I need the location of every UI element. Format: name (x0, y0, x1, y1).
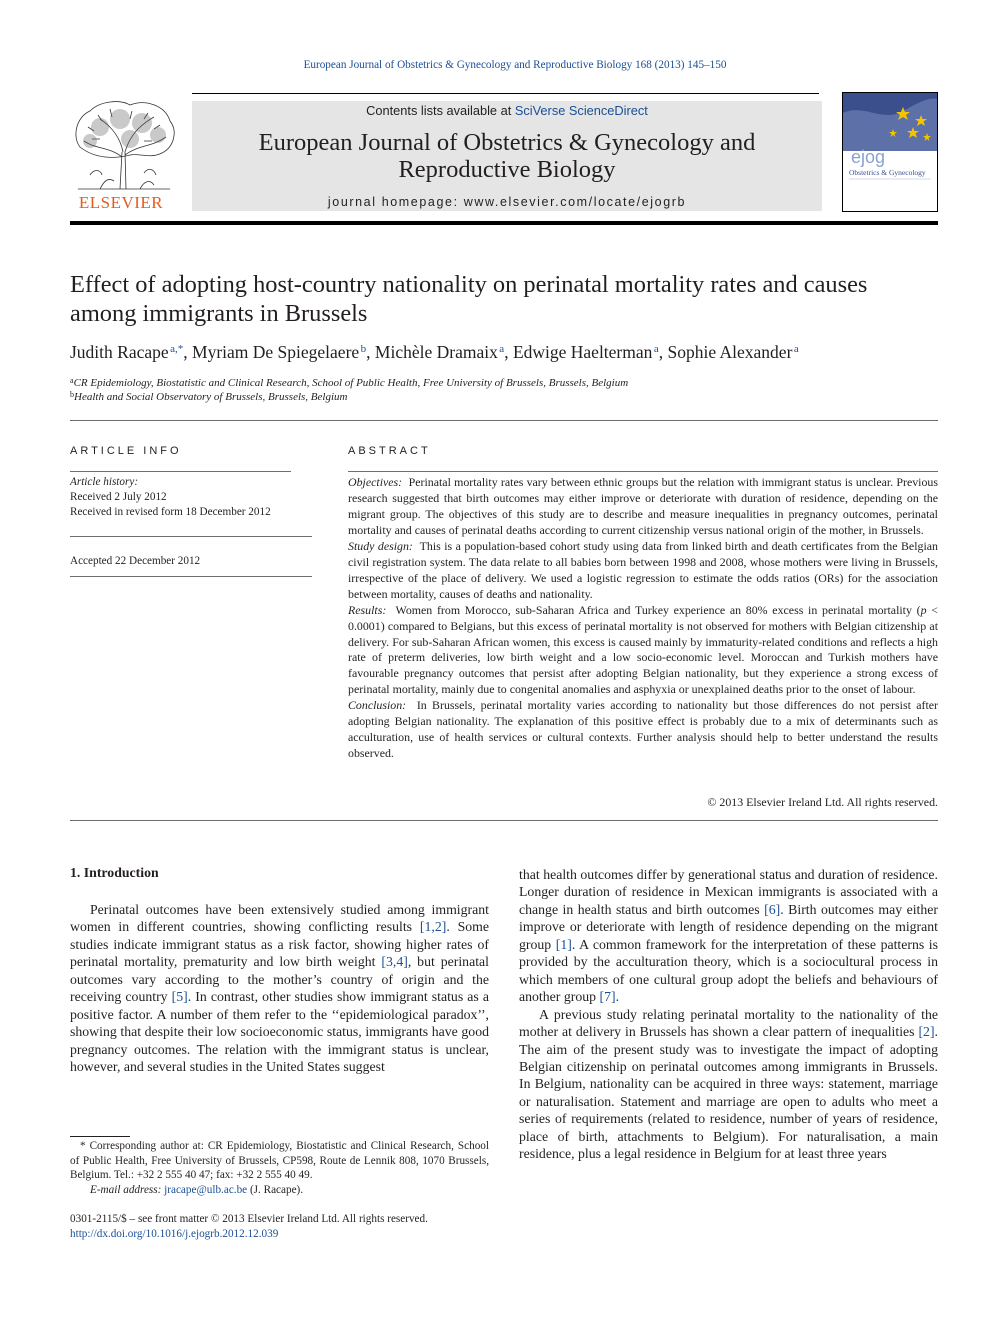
citation-link[interactable]: [3,4] (381, 954, 408, 970)
divider (70, 536, 312, 537)
divider (70, 420, 938, 421)
copyright-line: © 2013 Elsevier Ireland Ltd. All rights reserved. (707, 795, 938, 809)
footnote-email (70, 1183, 489, 1198)
affiliation-mark: a (70, 376, 74, 385)
article-title-line1: Effect of adopting host-country nationality on perinatal mortality rates and causes (70, 271, 868, 298)
paragraph-text: . Birth outcomes may either improve or deteriorate with length of residence depending on the migrant group (519, 901, 938, 952)
abstract-design (348, 539, 938, 603)
history-label: Article history: (70, 476, 139, 488)
affiliation-mark: b (70, 390, 74, 399)
header-top-rule (192, 93, 819, 94)
abstract-body (348, 475, 938, 762)
abstract-text: This is a population-based cohort study using data from linked birth and death certificates from the Belgian civil registration system. The data relate to all babies born between 1998 and 2008, whose mothers were living in Brussels, irrespective of the place of delivery. We used a logistic regression to estimate the odds ratios (ORs) for the association between mortality, causes of deaths and nationality. (348, 538, 938, 601)
abstract-text: Women from Morocco, sub-Saharan Africa and Turkey experience an 80% excess in perinatal mortality ( (395, 602, 921, 617)
abstract-text: In Brussels, perinatal mortality varies according to nationality but those differences do not persist after adopting Belgian nationality. The explanation of this positive effect is probably due to a mix of determinants such as acculturation, use of health services or cultural contexts. Further analysis should help to better understand the results observed. (348, 698, 938, 761)
author-name[interactable]: Sophie Alexander (667, 342, 793, 362)
divider (348, 471, 938, 472)
author-affiliation-mark[interactable]: a (653, 343, 659, 355)
corresponding-author-footnote (70, 1139, 489, 1197)
citation-link[interactable]: [6] (764, 901, 781, 917)
p-value-symbol: p (920, 602, 927, 617)
journal-title-line1: European Journal of Obstetrics & Gynecology and (258, 129, 756, 156)
author-affiliation-mark[interactable]: b (360, 343, 367, 355)
abstract-conclusion (348, 698, 938, 762)
sciencedirect-link[interactable]: SciVerse ScienceDirect (514, 103, 648, 118)
publication-meta (70, 1212, 428, 1242)
author-name[interactable]: Myriam De Spiegelaere (192, 342, 360, 362)
abstract-text: Perinatal mortality rates vary between ethnic groups but the relation with immigrant status is unclear. Previous research suggested that birth outcomes may either improve or deteriorate with duration of residence, depending on the migrant group. The objectives of this study are to describe and measure inequalities in pregnancy outcomes, perinatal mortality and causes of perinatal deaths according to current citizenship versus national origin of the mother, in Brussels. (348, 475, 939, 537)
journal-title-line2: Reproductive Biology (398, 156, 616, 183)
accepted-date: Accepted 22 December 2012 (70, 555, 201, 567)
paragraph-text: A previous study relating perinatal mortality to the nationality of the mother at delivery in Brussels has shown a clear pattern of inequalities (519, 1006, 938, 1040)
revised-date: Received in revised form 18 December 2012 (70, 506, 271, 518)
issn-line: 0301-2115/$ – see front matter © 2013 Elsevier Ireland Ltd. All rights reserved. (70, 1213, 428, 1225)
abstract-label: Objectives: (348, 475, 403, 489)
affiliation-text: CR Epidemiology, Biostatistic and Clinical Research, School of Public Health, Free University of Brussels, Brussels, Belgium (73, 377, 629, 389)
abstract-results (348, 603, 938, 699)
author-list: Judith Racape $^{a,*}$, Myriam De Spiegelaere $^b$, Michèle Dramaix $^a$, Edwige Haelterman $^a$, Sophie Alexander $^a$ (70, 342, 799, 362)
citation-link[interactable]: [5] (171, 989, 188, 1005)
abstract-objectives (348, 475, 938, 539)
divider (70, 471, 291, 472)
abstract-label: Study design: (348, 538, 413, 553)
citation-link[interactable]: [1] (555, 936, 572, 952)
paragraph (519, 1006, 938, 1163)
journal-homepage[interactable]: journal homepage: www.elsevier.com/locate/ejogrb (327, 195, 687, 209)
email-label: E-mail address: (90, 1183, 165, 1196)
abstract-text: < 0.0001) compared to Belgians, but this excess of perinatal mortality is not observed for mothers with Belgian citizenship at delivery. For sub-Saharan African women, this excess is caused mainly by immaturity-related conditions and reflects a high rate of preterm deliveries, low birth weight and a low socio-economic level. Moroccan and Turkish mothers have favourable pregnancy outcomes that persist after adopting Belgian nationality, but they experience a strong excess of perinatal mortality, mainly due to congenital anomalies and asphyxia or unexplained deaths prior to the onset of labour. (348, 602, 938, 697)
article-title-line2: among immigrants in Brussels (70, 300, 368, 327)
citation-link[interactable]: [7] (599, 989, 616, 1005)
cover-image (843, 93, 937, 211)
journal-banner (192, 101, 822, 211)
paragraph (519, 866, 938, 1006)
article-title (70, 270, 950, 328)
affiliation-a (70, 376, 628, 389)
paragraph (70, 901, 489, 1076)
author-name[interactable]: Judith Racape (70, 342, 169, 362)
email-suffix: (J. Racape). (247, 1183, 304, 1196)
contents-line (192, 103, 822, 118)
footnote-text: * Corresponding author at: CR Epidemiology, Biostatistic and Clinical Research, School of Public Health, Free University of Brussels, CP598, Route de Lennik 808, 1070 Brussels, Belgium. Tel.: +32 2 555 40 47; fax: +32 2 555 40 49. (70, 1140, 489, 1181)
journal-cover[interactable] (842, 92, 938, 212)
email-link[interactable]: jracape@ulb.ac.be (164, 1183, 248, 1196)
article-info-heading: ARTICLE INFO (70, 445, 182, 457)
author-name[interactable]: Michèle Dramaix (374, 342, 498, 362)
citation-link[interactable]: [1,2] (419, 919, 447, 935)
article-history (70, 475, 271, 520)
author-affiliation-mark[interactable]: a (499, 343, 505, 355)
journal-reference[interactable]: European Journal of Obstetrics & Gynecology and Reproductive Biology 168 (2013) 145–150 (303, 59, 727, 71)
paragraph-text: that health outcomes differ by generational status and duration of residence. Longer duration of residence in Mexican immigrants is associated with a change in health status and birth outcomes (519, 867, 938, 917)
citation-link[interactable]: [2] (918, 1024, 935, 1040)
cover-logo-text: ejog (851, 147, 886, 167)
journal-title (192, 129, 822, 183)
paragraph-text: . A common framework for the interpretation of these patterns is provided by the acculturation theory, which is a sociocultural process in which members of one cultural group adopt the beliefs and behaviours of another group (519, 936, 939, 1005)
paragraph-text: Perinatal outcomes have been extensively studied among immigrant women in different countries, showing conflicting results (70, 902, 489, 935)
affiliation-b (70, 390, 347, 403)
author-name[interactable]: Edwige Haelterman (512, 342, 653, 362)
paragraph-text: , but perinatal outcomes vary according to the mother’s country of origin and the receiving country (70, 954, 489, 1005)
doi-link[interactable]: http://dx.doi.org/10.1016/j.ejogrb.2012.12.039 (70, 1228, 279, 1240)
section-heading: 1. Introduction (70, 865, 159, 880)
body-right-column (519, 866, 938, 1163)
paragraph-text: . (615, 989, 620, 1005)
paragraph-text: . Some studies indicate immigrant status as a risk factor, showing higher rates of perinatal mortality, prematurity and low birth weight (70, 919, 490, 970)
author-affiliation-mark[interactable]: a (793, 343, 799, 355)
cover-caption: Obstetrics & Gynecology (849, 168, 926, 177)
paragraph-text: . The aim of the present study was to investigate the impact of adopting Belgian citizenship on perinatal outcomes among immigrants in Brussels. In Belgium, nationality can be acquired in three ways: statement, marriage or naturalisation. Statement and marriage are open to adults who meet a series of requirements (related to residence, number of years of residence, place of birth, attachments to Belgium). For naturalisation, a main residence, plus a legal residence in Belgium for at least three years (519, 1024, 938, 1162)
contents-prefix: Contents lists available at (366, 103, 515, 118)
divider (70, 576, 312, 577)
abstract-label: Results: (348, 602, 387, 617)
received-date: Received 2 July 2012 (70, 491, 167, 503)
body-left-column (70, 901, 489, 1076)
tree-icon (70, 97, 178, 193)
paragraph-text: . In contrast, other studies show immigrant status as a positive factor. A number of them refer to the ‘‘epidemiological paradox’’, showing that despite their low socioeconomic status, immigrants have good pregnancy outcomes. The relation with the immigrant status is unclear, however, and several studies in the United States suggest (70, 989, 490, 1075)
header-thick-rule (70, 221, 938, 225)
affiliation-text: Health and Social Observatory of Brussels, Brussels, Belgium (74, 391, 348, 403)
abstract-heading: ABSTRACT (348, 445, 431, 457)
footnote-rule (70, 1136, 130, 1137)
divider (70, 820, 938, 821)
author-affiliation-mark[interactable]: a,* (170, 343, 184, 355)
abstract-label: Conclusion: (348, 698, 407, 713)
elsevier-wordmark[interactable]: ELSEVIER (78, 193, 164, 212)
